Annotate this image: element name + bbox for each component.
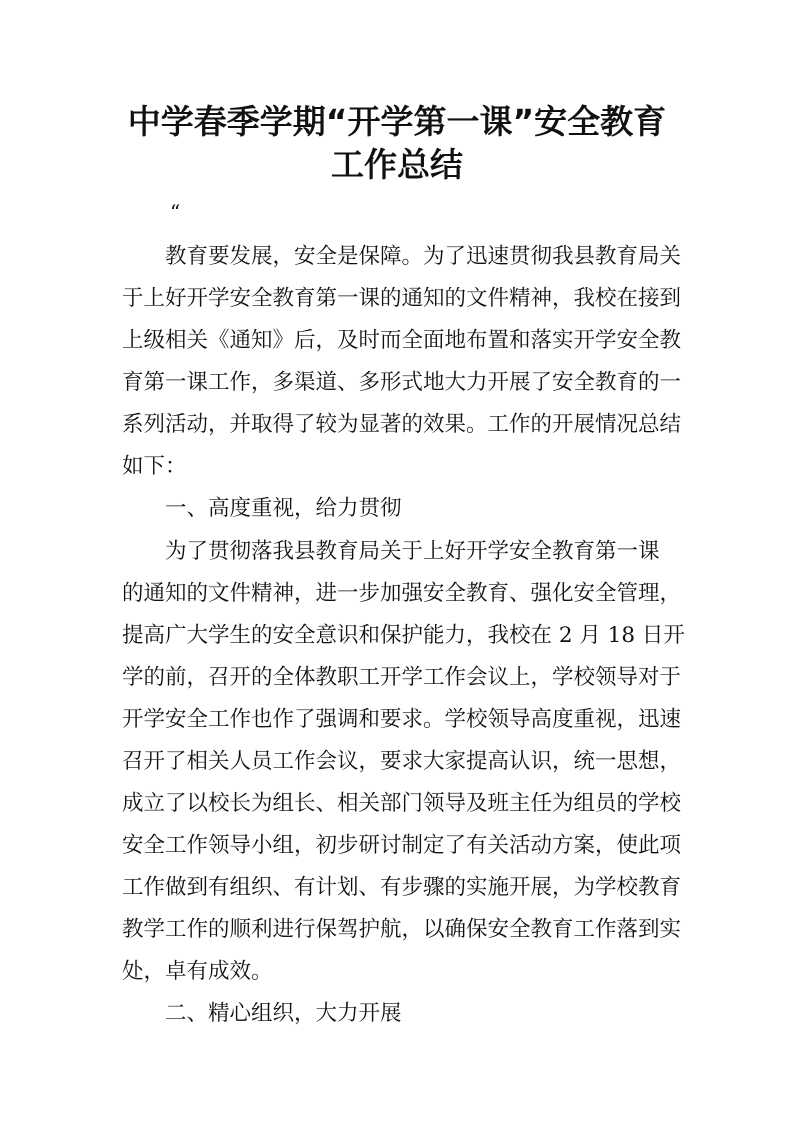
section-heading: 一、高度重视，给力贯彻: [165, 496, 402, 521]
text-line: 上级相关《通知》后，及时而全面地布置和落实开学安全教: [122, 328, 682, 353]
text-line: 成立了以校长为组长、相关部门领导及班主任为组员的学校: [122, 791, 682, 816]
text-line: 教育要发展，安全是保障。为了迅速贯彻我县教育局关: [165, 244, 682, 269]
text-line: 开学安全工作也作了强调和要求。学校领导高度重视，迅速: [122, 707, 682, 732]
text-line: 安全工作领导小组，初步研讨制定了有关活动方案，使此项: [122, 833, 682, 858]
text-line: 的通知的文件精神，进一步加强安全教育、强化安全管理，: [122, 581, 682, 606]
text-line: 育第一课工作，多渠道、多形式地大力开展了安全教育的一: [122, 370, 682, 395]
text-line: 教学工作的顺利进行保驾护航，以确保安全教育工作落到实: [122, 917, 682, 942]
text-line: 提高广大学生的安全意识和保护能力，我校在 2 月 18 日开: [122, 623, 685, 648]
text-line: 召开了相关人员工作会议，要求大家提高认识，统一思想，: [122, 749, 682, 774]
document-title-line-1: 中学春季学期“开学第一课”安全教育: [127, 102, 667, 141]
section-heading: 二、精心组织，大力开展: [165, 1001, 402, 1026]
text-line: 于上好开学安全教育第一课的通知的文件精神，我校在接到: [122, 286, 682, 311]
text-line: 工作做到有组织、有计划、有步骤的实施开展，为学校教育: [122, 875, 682, 900]
text-line: 系列活动，并取得了较为显著的效果。工作的开展情况总结: [122, 412, 682, 437]
text-line: 如下：: [122, 454, 187, 479]
text-line: 学的前，召开的全体教职工开学工作会议上，学校领导对于: [122, 665, 682, 690]
text-line: 处，卓有成效。: [122, 959, 273, 984]
opening-quote-mark: “: [170, 200, 181, 224]
text-line: 为了贯彻落我县教育局关于上好开学安全教育第一课: [165, 539, 660, 564]
document-title-line-2: 工作总结: [331, 145, 463, 184]
